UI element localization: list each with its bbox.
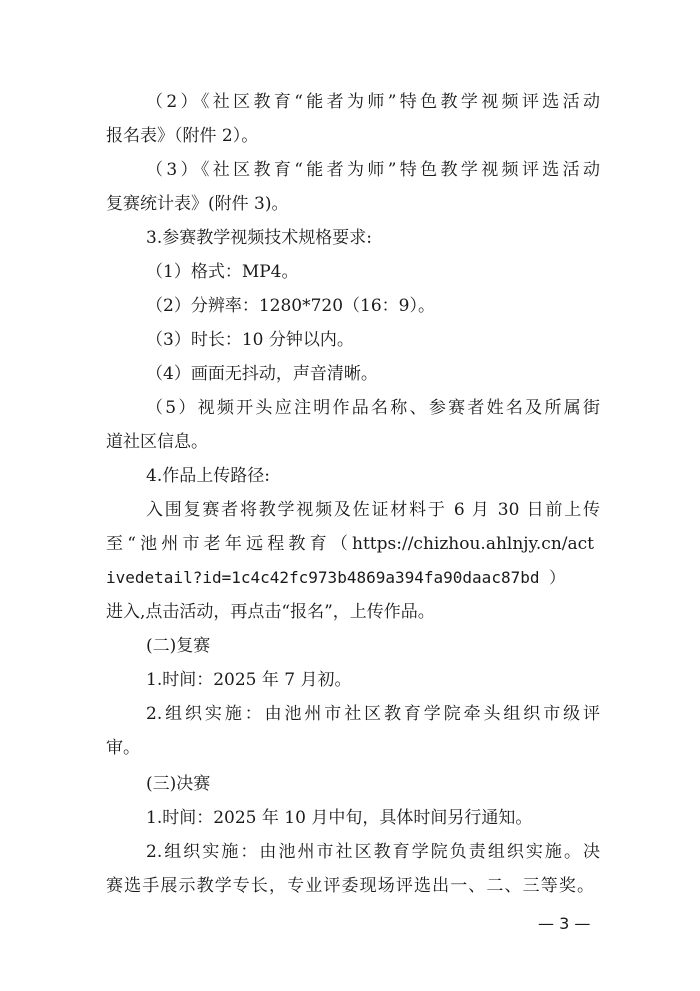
text-line [0,703,700,725]
line-text: 赛选手展示教学专长，专业评委现场评选出一、二、三等奖。 [106,876,594,896]
subsection-heading [0,773,700,795]
line-text: 3.参赛教学视频技术规格要求: [146,228,372,248]
text-line [0,193,700,215]
line-text: 2.组织实施：由池州市社区教育学院负责组织实施。决 [146,842,600,862]
line-text: （3）《社区教育“能者为师”特色教学视频评选活动 [146,160,600,180]
url-text: ivedetail?id=1c4c42fc973b4869a394fa90daac87bd ） [106,568,566,587]
section-heading [0,227,700,249]
text-line [0,431,700,453]
line-text: （1）格式：MP4。 [146,262,299,282]
line-text: 复赛统计表》(附件 3)。 [106,194,289,214]
line-text: 进入,点击活动，再点击“报名”，上传作品。 [106,602,435,622]
text-line [0,159,700,181]
line-text: 入围复赛者将教学视频及佐证材料于 6 月 30 日前上传 [146,500,600,520]
line-text: （4）画面无抖动，声音清晰。 [146,364,378,384]
text-line [0,875,700,897]
text-line [0,91,700,113]
line-text: 报名表》（附件 2）。 [106,126,259,146]
text-line [0,669,700,691]
line-text: (二)复赛 [146,636,211,656]
text-line [0,841,700,863]
text-line [0,601,700,623]
line-text: 1.时间：2025 年 7 月初。 [146,670,352,690]
line-text: （5）视频开头应注明作品名称、参赛者姓名及所属街 [146,398,600,418]
section-heading [0,465,700,487]
line-text: （3）时长：10 分钟以内。 [146,330,354,350]
line-text: 2.组织实施：由池州市社区教育学院牵头组织市级评 [146,704,600,724]
text-line [0,295,700,317]
text-line [0,363,700,385]
text-line [0,329,700,351]
subsection-heading [0,635,700,657]
line-text: 至“池州市老年远程教育（https://chizhou.ahlnjy.cn/act [106,534,594,554]
line-text: 审。 [106,738,140,758]
line-text: 道社区信息。 [106,432,208,452]
text-line [0,807,700,829]
page-number: — 3 — [538,914,591,933]
line-text: (三)决赛 [146,774,211,794]
text-line [0,499,700,521]
text-line [0,397,700,419]
line-text: 4.作品上传路径: [146,466,270,486]
line-text: （2）《社区教育“能者为师”特色教学视频评选活动 [146,92,600,112]
text-line [0,261,700,283]
url-line [0,567,700,589]
line-text: （2）分辨率：1280*720（16：9）。 [146,296,435,316]
text-line [0,737,700,759]
text-line [0,125,700,147]
text-line [0,533,700,555]
line-text: 1.时间：2025 年 10 月中旬，具体时间另行通知。 [146,808,533,828]
